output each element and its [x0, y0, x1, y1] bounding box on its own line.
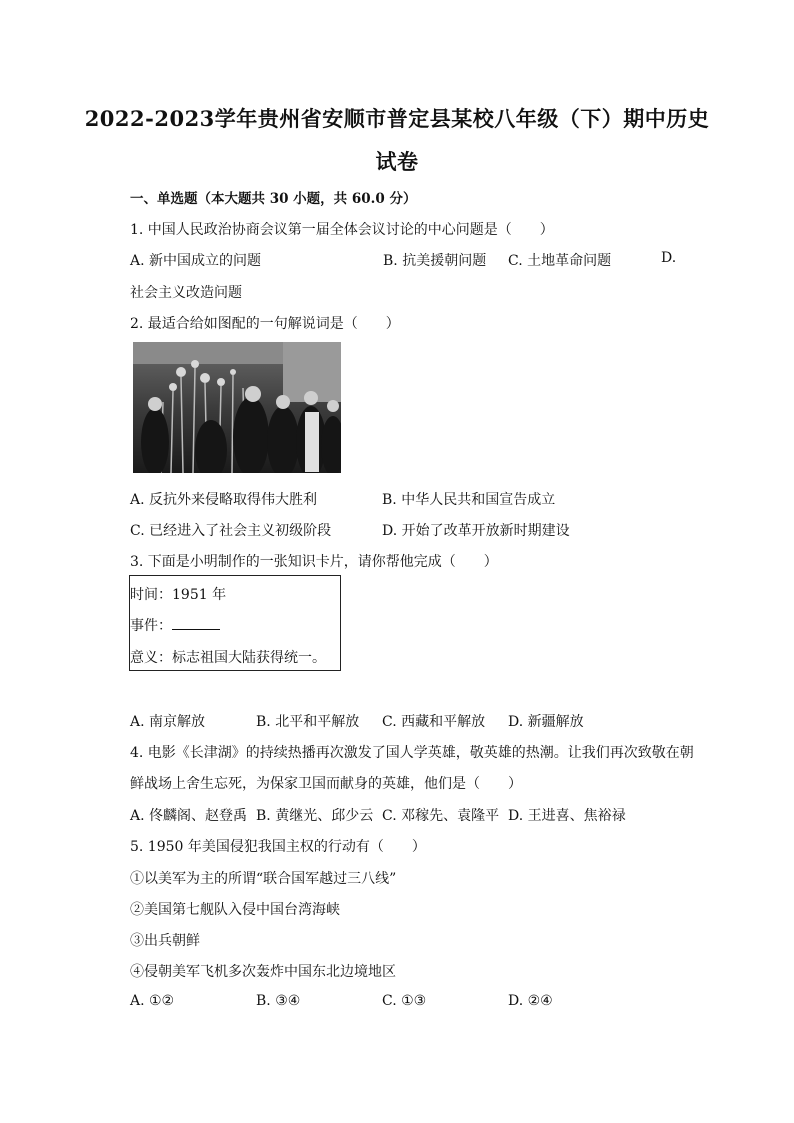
card-event — [130, 615, 220, 635]
card-time: 时间：1951 年 — [130, 587, 227, 603]
question-5-option-d: D. ②④ — [508, 993, 553, 1009]
question-3-option-d: D. 新疆解放 — [508, 714, 584, 730]
card-event-blank — [172, 617, 220, 630]
question-5-item-3: ③出兵朝鲜 — [130, 933, 200, 949]
question-4-option-b: B. 黄继光、邱少云 — [256, 808, 374, 824]
question-1-option-d-continued: 社会主义改造问题 — [130, 285, 242, 301]
question-3-option-c: C. 西藏和平解放 — [382, 714, 486, 730]
question-3-option-b: B. 北平和平解放 — [256, 714, 360, 730]
question-4-option-c: C. 邓稼先、袁隆平 — [382, 808, 500, 824]
question-2-option-c: C. 已经进入了社会主义初级阶段 — [130, 523, 332, 539]
question-2-option-d: D. 开始了改革开放新时期建设 — [382, 523, 570, 539]
card-meaning: 意义：标志祖国大陆获得统一。 — [130, 650, 326, 666]
question-3-option-a: A. 南京解放 — [130, 714, 206, 730]
card-event-label: 事件： — [130, 618, 172, 634]
section-heading: 一、单选题（本大题共 30 小题，共 60.0 分） — [130, 191, 417, 207]
question-1-option-c: C. 土地革命问题 — [508, 253, 612, 269]
question-1-option-d: D. — [661, 250, 677, 266]
founding-ceremony-photo — [133, 342, 341, 473]
knowledge-card — [129, 575, 341, 671]
question-1-option-b: B. 抗美援朝问题 — [383, 253, 487, 269]
question-5-item-4: ④侵朝美军飞机多次轰炸中国东北边境地区 — [130, 964, 396, 980]
question-2-option-a: A. 反抗外来侵略取得伟大胜利 — [130, 492, 318, 508]
question-5-option-c: C. ①③ — [382, 993, 427, 1009]
question-3-stem: 3. 下面是小明制作的一张知识卡片，请你帮他完成（ ） — [130, 554, 498, 570]
question-5-stem: 5. 1950 年美国侵犯我国主权的行动有（ ） — [130, 839, 426, 855]
exam-title-line1: 2022-2023学年贵州省安顺市普定县某校八年级（下）期中历史 — [84, 106, 710, 131]
question-4-option-a: A. 佟麟阁、赵登禹 — [130, 808, 248, 824]
question-2-option-b: B. 中华人民共和国宣告成立 — [382, 492, 556, 508]
question-5-option-b: B. ③④ — [256, 993, 301, 1009]
question-4-stem-line1: 4. 电影《长津湖》的持续热播再次激发了国人学英雄，敬英雄的热潮。让我们再次致敬在朝 — [130, 745, 694, 761]
exam-title-line2: 试卷 — [375, 149, 419, 174]
question-5-option-a: A. ①② — [130, 993, 175, 1009]
question-4-option-d: D. 王进喜、焦裕禄 — [508, 808, 626, 824]
question-2-stem: 2. 最适合给如图配的一句解说词是（ ） — [130, 316, 400, 332]
question-1-option-a: A. 新中国成立的问题 — [130, 253, 262, 269]
question-4-stem-line2: 鲜战场上舍生忘死，为保家卫国而献身的英雄，他们是（ ） — [130, 776, 522, 792]
question-5-item-2: ②美国第七舰队入侵中国台湾海峡 — [130, 902, 340, 918]
question-5-item-1: ①以美军为主的所谓“联合国军越过三八线” — [130, 871, 397, 887]
question-1-stem: 1. 中国人民政治协商会议第一届全体会议讨论的中心问题是（ ） — [130, 222, 554, 238]
